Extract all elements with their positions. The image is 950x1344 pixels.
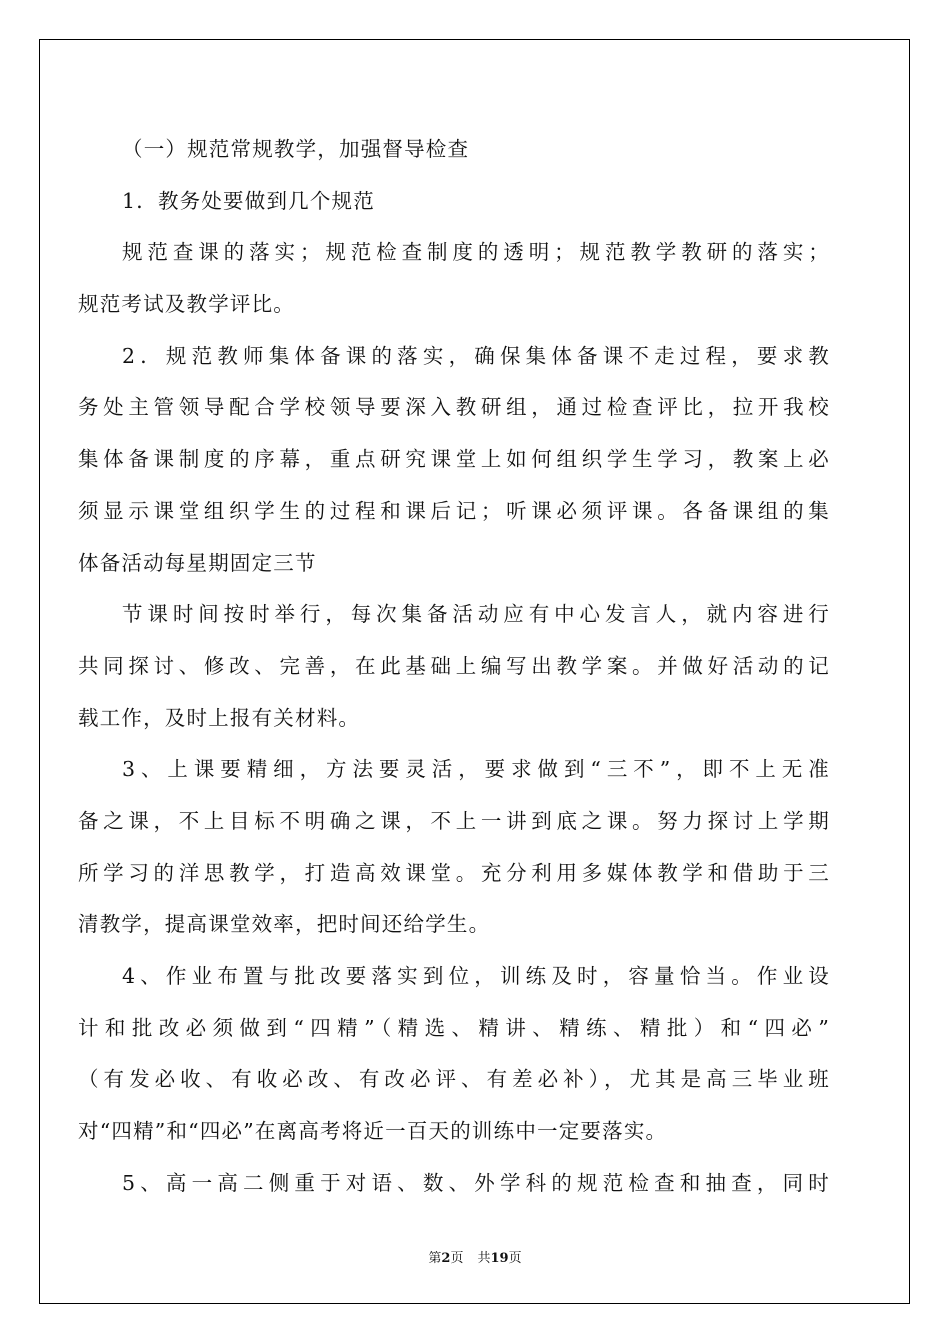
paragraph-line: 规范查课的落实；规范检查制度的透明；规范教学教研的落实； — [122, 240, 830, 265]
page-footer — [0, 1247, 950, 1266]
paragraph-line: 载工作，及时上报有关材料。 — [78, 705, 361, 730]
paragraph-line: 节课时间按时举行，每次集备活动应有中心发言人，就内容进行 — [122, 602, 830, 627]
paragraph-line: 务处主管领导配合学校领导要深入教研组，通过检查评比，拉开我校 — [78, 395, 830, 420]
paragraph-line: 共同探讨、修改、完善，在此基础上编写出教学案。并做好活动的记 — [78, 653, 830, 678]
page-number: 2 — [441, 1251, 451, 1266]
document-body — [78, 124, 830, 1209]
paragraph-line: 备之课，不上目标不明确之课，不上一讲到底之课。努力探讨上学期 — [78, 808, 830, 833]
paragraph-line: 3、上课要精细，方法要灵活，要求做到“三不”，即不上无准 — [122, 757, 830, 782]
paragraph-line: 清教学，提高课堂效率，把时间还给学生。 — [78, 912, 491, 937]
page-prefix: 第 — [428, 1251, 442, 1266]
total-pages: 19 — [490, 1251, 509, 1266]
paragraph-line: 须显示课堂组织学生的过程和课后记；听课必须评课。各备课组的集 — [78, 498, 830, 523]
item-heading: 1．教务处要做到几个规范 — [122, 188, 375, 213]
page-suffix: 页 — [450, 1251, 464, 1266]
paragraph-line: 4、作业布置与批改要落实到位，训练及时，容量恰当。作业设 — [122, 964, 830, 988]
paragraph-line: 所学习的洋思教学，打造高效课堂。充分利用多媒体教学和借助于三 — [78, 860, 830, 885]
paragraph-line: 体备活动每星期固定三节 — [78, 550, 317, 575]
paragraph-line: 2．规范教师集体备课的落实，确保集体备课不走过程，要求教 — [122, 343, 830, 368]
paragraph-line: 对“四精”和“四必”在离高考将近一百天的训练中一定要落实。 — [78, 1119, 668, 1144]
paragraph-line: （有发必收、有收必改、有改必评、有差必补），尤其是高三毕业班 — [78, 1067, 830, 1092]
section-heading: （一）规范常规教学，加强督导检查 — [122, 137, 470, 161]
paragraph-line: 5、高一高二侧重于对语、数、外学科的规范检查和抽查，同时 — [122, 1170, 830, 1195]
paragraph-line: 计和批改必须做到“四精”（精选、精讲、精练、精批）和“四必” — [78, 1015, 830, 1040]
total-prefix: 共 — [477, 1251, 491, 1266]
total-suffix: 页 — [508, 1251, 522, 1266]
paragraph-line: 集体备课制度的序幕，重点研究课堂上如何组织学生学习，教案上必 — [78, 447, 830, 472]
paragraph-line: 规范考试及教学评比。 — [78, 292, 295, 317]
